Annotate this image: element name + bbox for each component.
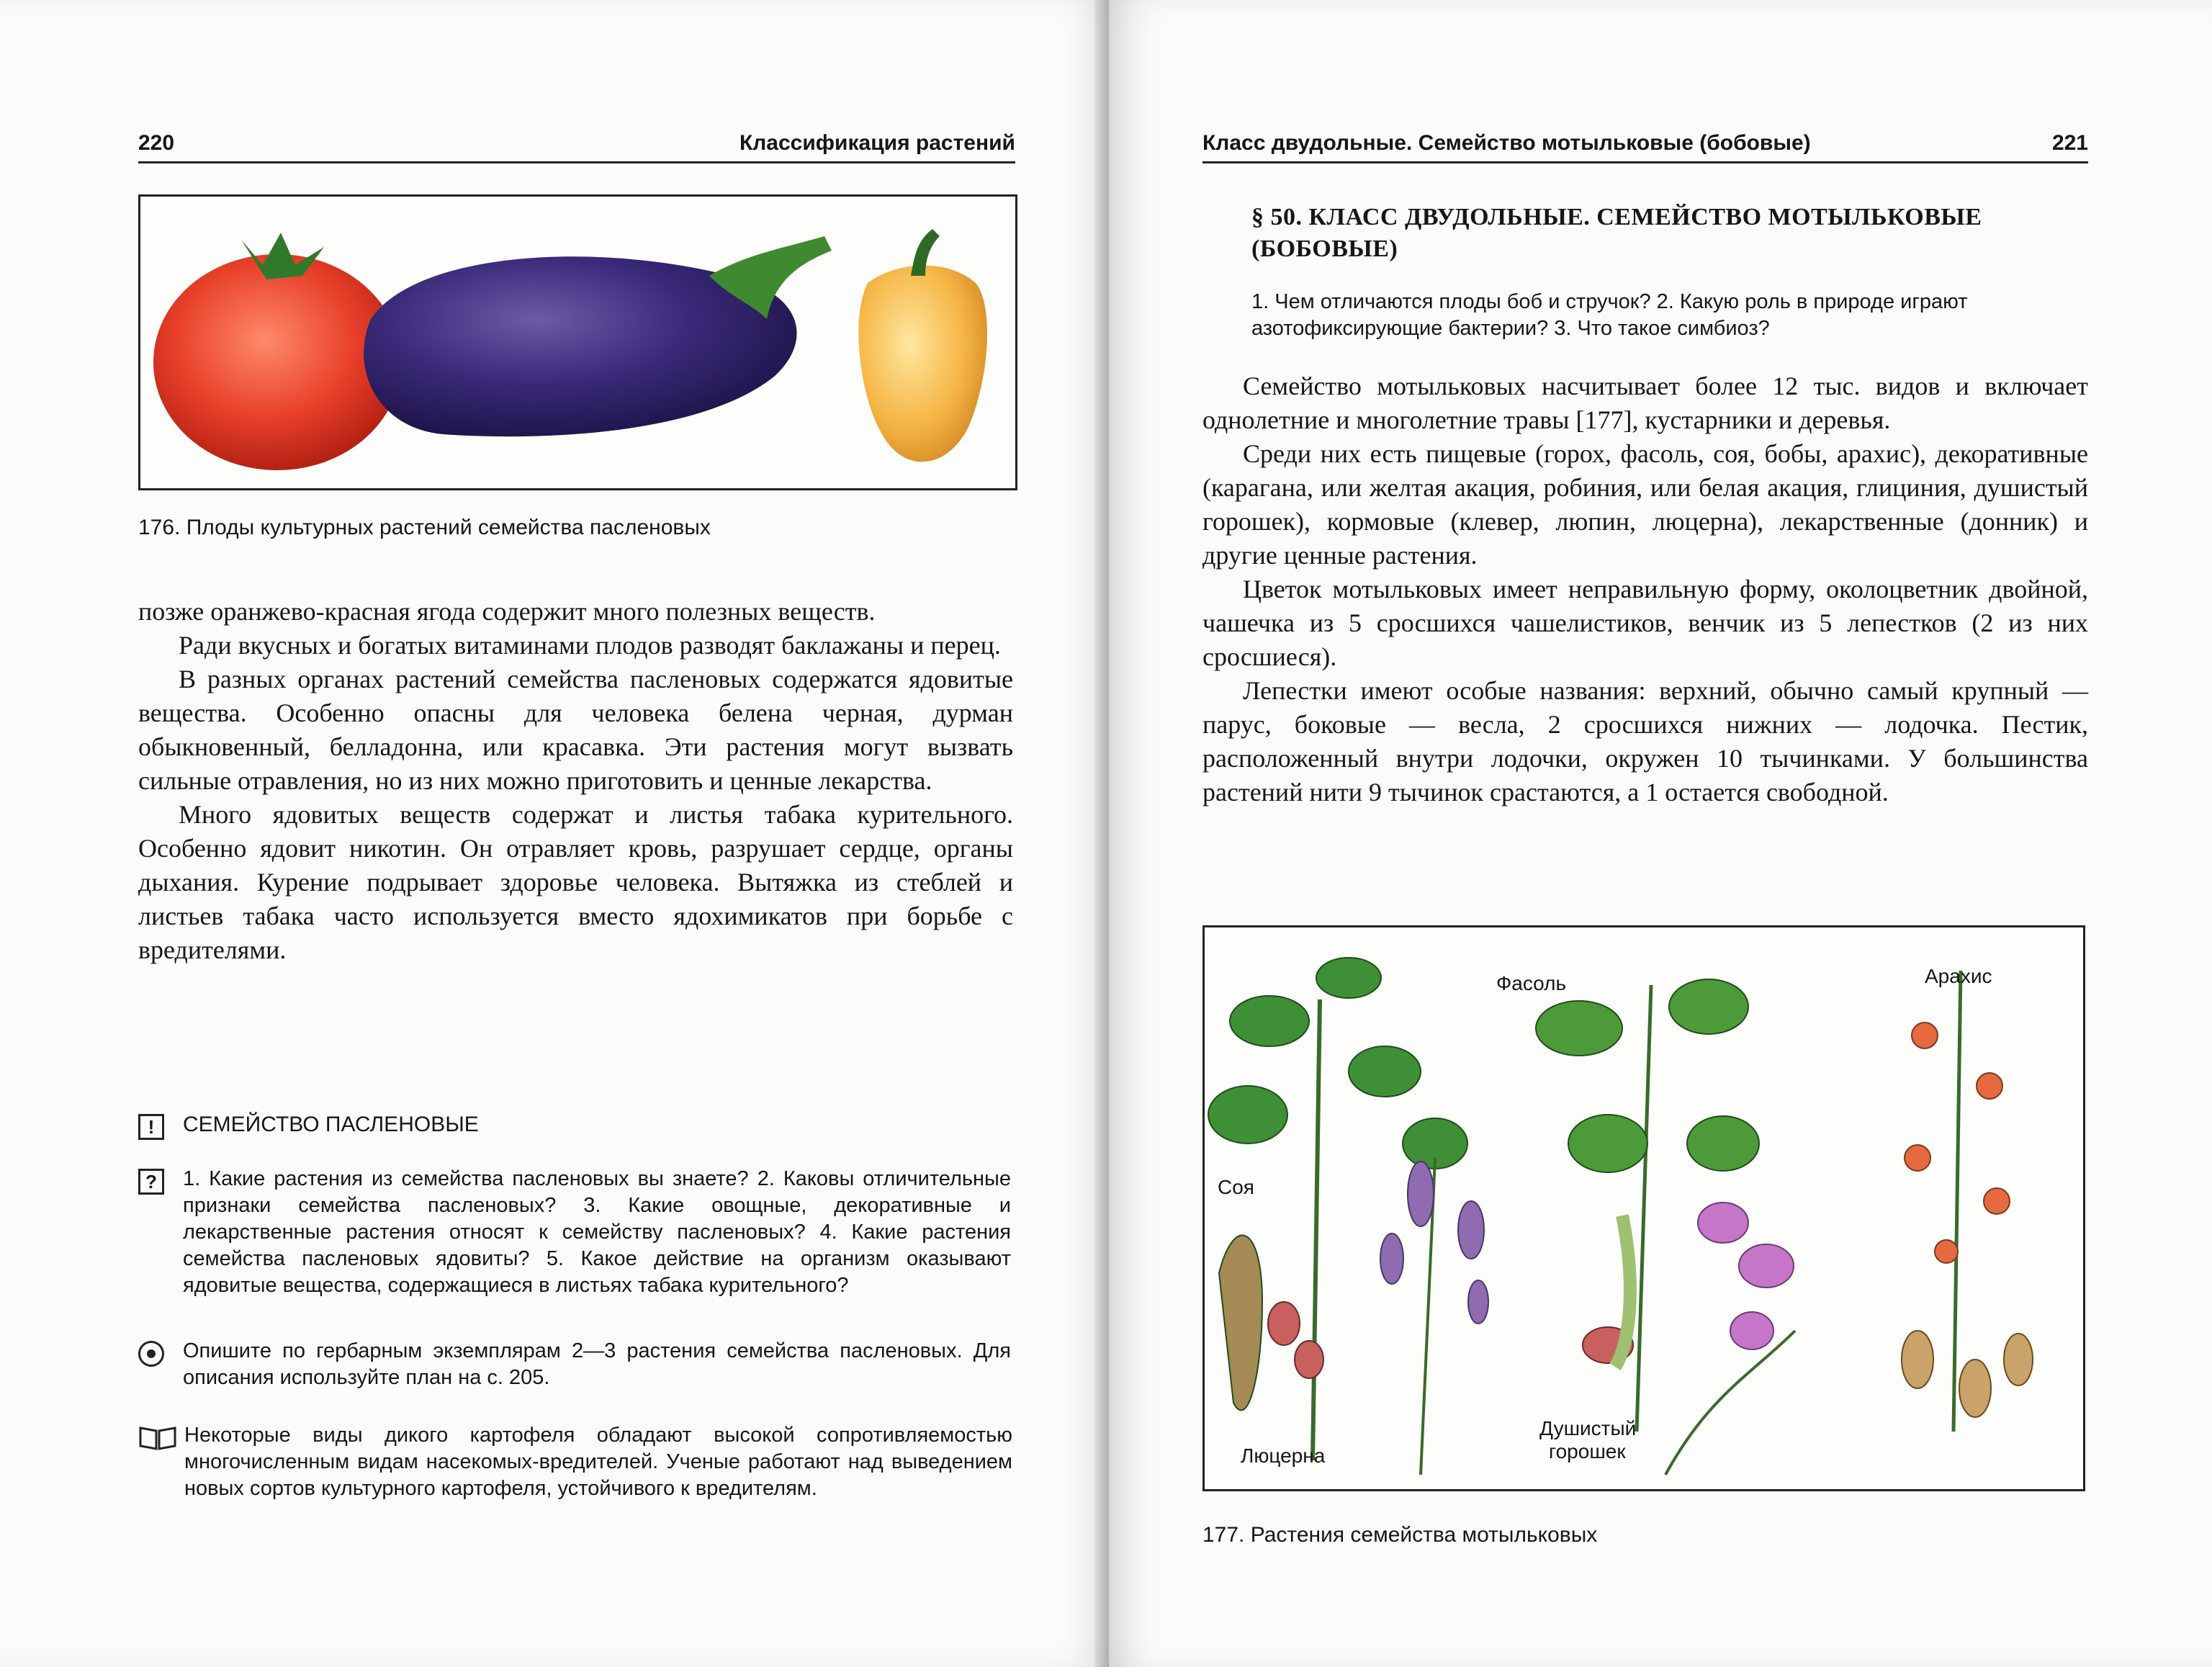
legumes-illustration xyxy=(1205,927,2083,1489)
section-title: § 50. КЛАСС ДВУДОЛЬНЫЕ. СЕМЕЙСТВО МОТЫЛЬКОВЫЕ (БОБОВЫЕ) xyxy=(1251,204,1982,262)
paragraph: Лепестки имеют особые названия: верхний, обычно самый крупный — парус, боковые — весла, 2 сросшихся нижних — лодочка. Пестик, расположенный внутри лодочки, окружен 10 тычинками. У большинства растений нити 9 тычинок срастаются, а 1 остается свободной. xyxy=(1202,676,2088,806)
label-peanut: Арахис xyxy=(1925,965,1992,987)
practical-task: Опишите по гербарным экземплярам 2—3 растения семейства пасленовых. Для описания используйте план на с. 205. xyxy=(183,1339,1011,1389)
note-row xyxy=(138,1422,1013,1502)
figure-176-caption: 176. Плоды культурных растений семейства пасленовых xyxy=(138,516,711,539)
right-running-title: Класс двудольные. Семейство мотыльковые (бобовые) xyxy=(1202,131,1811,155)
sweet-pea-plant-icon xyxy=(1665,1203,1795,1475)
exclamation-icon: ! xyxy=(138,1114,164,1140)
label-alfalfa: Люцерна xyxy=(1241,1444,1326,1467)
right-page-number: 221 xyxy=(2051,131,2088,155)
figure-176 xyxy=(138,194,1017,490)
key-term-row xyxy=(138,1111,1013,1140)
seeds-icon xyxy=(1268,1302,1633,1378)
interesting-fact: Некоторые виды дикого картофеля обладают высокой сопротивляемостью многочисленным видам насекомых-вредителей. Ученые работают над выведением новых сортов культурного картофеля, устойчивого к вредителям. xyxy=(184,1424,1012,1500)
pepper-icon xyxy=(858,266,987,462)
key-term: СЕМЕЙСТВО ПАСЛЕНОВЫЕ xyxy=(183,1113,479,1136)
right-page xyxy=(1109,0,2212,1667)
left-running-head xyxy=(138,131,1015,163)
paragraph: Семейство мотыльковых насчитывает более 12 тыс. видов и включает однолетние и многолетние травы [177], кустарники и деревья. xyxy=(1202,372,2088,434)
question-icon: ? xyxy=(138,1169,164,1195)
left-running-title: Классификация растений xyxy=(739,131,1015,155)
label-sweet-pea-line2: горошек xyxy=(1549,1440,1626,1462)
right-body-text xyxy=(1202,369,2088,809)
paragraph: позже оранжево-красная ягода содержит много полезных веществ. xyxy=(138,597,876,626)
label-soy: Соя xyxy=(1218,1176,1254,1198)
figure-177 xyxy=(1202,925,2085,1491)
alfalfa-plant-icon xyxy=(1380,1158,1488,1475)
intro-questions: 1. Чем отличаются плоды боб и стручок? 2. Какую роль в природе играют азотофиксирующие бактерии? 3. Что такое симбиоз? xyxy=(1251,290,1968,340)
peanut-plant-icon xyxy=(1902,971,2033,1432)
vegetables-illustration xyxy=(140,197,1015,488)
left-page-number: 220 xyxy=(138,131,175,155)
label-sweet-pea-line1: Душистый xyxy=(1539,1417,1637,1439)
paragraph: В разных органах растений семейства пасленовых содержатся ядовитые вещества. Особенно опасны для человека белена черная, дурман обыкновенный, белладонна, или красавка. Эти растения могут вызвать сильные отравления, но из них можно приготовить и ценные лекарства. xyxy=(138,665,1013,795)
paragraph: Ради вкусных и богатых витаминами плодов разводят баклажаны и перец. xyxy=(179,631,1001,660)
right-running-head xyxy=(1202,131,2088,163)
tomato-icon xyxy=(153,254,401,470)
left-body-text xyxy=(138,595,1013,967)
review-questions: 1. Какие растения из семейства пасленовых вы знаете? 2. Каковы отличительные признаки семейства пасленовых? 3. Какие овощные, декоративные и лекарственные растения относят к семейству пасленовых? 4. Какие растения семейства пасленовых ядовиты? 5. Какое действие на организм оказывают ядовитые вещества, содержащиеся в листьях табака курительного? xyxy=(183,1167,1011,1297)
task-row xyxy=(138,1338,1013,1391)
paragraph: Много ядовитых веществ содержат и листья табака курительного. Особенно ядовит никотин. Он отравляет кровь, разрушает сердце, органы дыхания. Курение подрывает здоровье человека. Вытяжка из стеблей и листьев табака часто используется вместо ядохимикатов при борьбе с вредителями. xyxy=(138,800,1013,964)
figure-177-caption: 177. Растения семейства мотыльковых xyxy=(1202,1523,1598,1547)
paragraph: Цветок мотыльковых имеет неправильную форму, околоцветник двойной, чашечка из 5 сросшихся чашелистиков, венчик из 5 лепестков (2 из них сросшиеся). xyxy=(1202,575,2088,671)
questions-row xyxy=(138,1166,1013,1299)
label-bean: Фасоль xyxy=(1496,972,1567,994)
paragraph: Среди них есть пищевые (горох, фасоль, соя, бобы, арахис), декоративные (карагана, или желтая акация, робиния, или белая акация, глициния, душистый горошек), кормовые (клевер, люпин, люцерна), лекарственные (донник) и другие ценные растения. xyxy=(1202,439,2088,570)
target-icon xyxy=(138,1341,164,1367)
book-icon xyxy=(138,1425,177,1451)
